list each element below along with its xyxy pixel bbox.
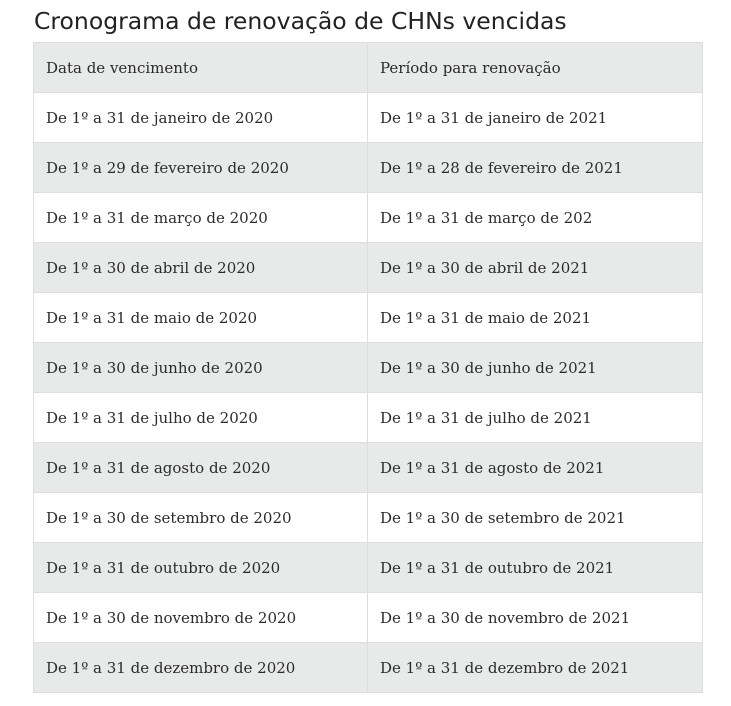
table-row <box>34 193 703 243</box>
table-header <box>34 43 703 93</box>
table-row <box>34 493 703 543</box>
renewal-schedule-table <box>33 42 703 693</box>
expiration-date-cell: De 1º a 31 de dezembro de 2020 <box>34 643 368 693</box>
renewal-period-cell: De 1º a 31 de dezembro de 2021 <box>368 643 703 693</box>
expiration-date-cell: De 1º a 30 de junho de 2020 <box>34 343 368 393</box>
header-expiration-date: Data de vencimento <box>34 43 368 93</box>
renewal-period-cell: De 1º a 30 de abril de 2021 <box>368 243 703 293</box>
expiration-date-cell: De 1º a 31 de março de 2020 <box>34 193 368 243</box>
schedule-table-container <box>33 42 702 693</box>
expiration-date-cell: De 1º a 30 de abril de 2020 <box>34 243 368 293</box>
table-row <box>34 543 703 593</box>
table-row <box>34 93 703 143</box>
renewal-period-cell: De 1º a 30 de novembro de 2021 <box>368 593 703 643</box>
expiration-date-cell: De 1º a 31 de maio de 2020 <box>34 293 368 343</box>
renewal-period-cell: De 1º a 31 de julho de 2021 <box>368 393 703 443</box>
renewal-period-cell: De 1º a 31 de março de 202 <box>368 193 703 243</box>
expiration-date-cell: De 1º a 30 de novembro de 2020 <box>34 593 368 643</box>
table-body <box>34 93 703 693</box>
table-row <box>34 143 703 193</box>
header-renewal-period: Período para renovação <box>368 43 703 93</box>
table-row <box>34 393 703 443</box>
table-row <box>34 443 703 493</box>
table-row <box>34 593 703 643</box>
expiration-date-cell: De 1º a 31 de agosto de 2020 <box>34 443 368 493</box>
table-row <box>34 343 703 393</box>
expiration-date-cell: De 1º a 31 de julho de 2020 <box>34 393 368 443</box>
renewal-period-cell: De 1º a 31 de agosto de 2021 <box>368 443 703 493</box>
renewal-period-cell: De 1º a 28 de fevereiro de 2021 <box>368 143 703 193</box>
expiration-date-cell: De 1º a 31 de janeiro de 2020 <box>34 93 368 143</box>
renewal-period-cell: De 1º a 30 de junho de 2021 <box>368 343 703 393</box>
expiration-date-cell: De 1º a 31 de outubro de 2020 <box>34 543 368 593</box>
renewal-period-cell: De 1º a 31 de janeiro de 2021 <box>368 93 703 143</box>
table-row <box>34 293 703 343</box>
renewal-period-cell: De 1º a 30 de setembro de 2021 <box>368 493 703 543</box>
table-row <box>34 243 703 293</box>
expiration-date-cell: De 1º a 29 de fevereiro de 2020 <box>34 143 368 193</box>
expiration-date-cell: De 1º a 30 de setembro de 2020 <box>34 493 368 543</box>
table-row <box>34 643 703 693</box>
page-title: Cronograma de renovação de CHNs vencidas <box>34 7 567 35</box>
renewal-period-cell: De 1º a 31 de outubro de 2021 <box>368 543 703 593</box>
renewal-period-cell: De 1º a 31 de maio de 2021 <box>368 293 703 343</box>
header-row <box>34 43 703 93</box>
